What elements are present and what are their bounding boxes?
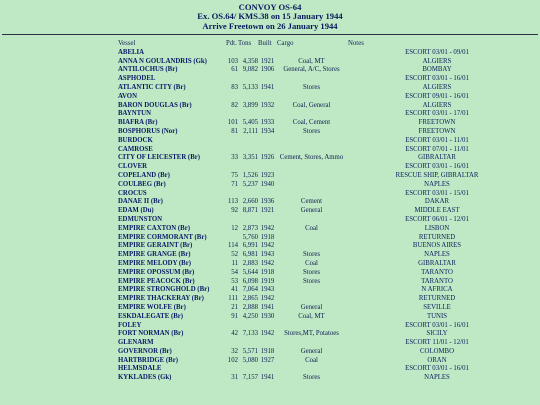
table-row <box>0 295 540 304</box>
cell-notes: ESCORT 06/01 - 12/01 <box>405 215 469 223</box>
cell-cargo: Stores <box>303 127 320 135</box>
cell-notes: ESCORT 03/01 - 17/01 <box>405 110 469 118</box>
cell-built: 1942 <box>260 330 275 338</box>
cell-notes: MIDDLE EAST <box>414 207 460 215</box>
cell-built <box>258 75 277 84</box>
cell-pdt: 111 <box>228 295 238 303</box>
cell-notes: ESCORT 03/01 - 11/01 <box>405 136 469 144</box>
cell-pdt <box>226 110 238 119</box>
cell-vessel: ANNA N GOULANDRIS (Gk) <box>118 57 207 65</box>
cell-notes: ORAN <box>427 356 447 364</box>
cell-vessel: EMPIRE CAXTON (Br) <box>118 224 190 232</box>
cell-built: 1933 <box>260 119 275 127</box>
cell-cargo: Coal, Cement <box>292 119 331 127</box>
cell-tons: 2,883 <box>242 259 258 267</box>
cell-notes: BOMBAY <box>422 66 452 74</box>
cell-notes: RETURNED <box>418 295 456 303</box>
table-row <box>0 110 540 119</box>
cell-notes: TARANTO <box>421 268 453 276</box>
cell-vessel: BARON DOUGLAS (Br) <box>118 101 192 109</box>
cell-built: 1941 <box>260 303 275 311</box>
cell-cargo: General <box>300 303 323 311</box>
cell-built <box>258 216 277 225</box>
cell-pdt <box>226 49 238 58</box>
cell-pdt: 75 <box>231 171 238 179</box>
cell-notes: FREETOWN <box>418 127 456 135</box>
cell-notes: TUNIS <box>426 312 447 320</box>
cell-pdt: 114 <box>228 242 238 250</box>
cell-vessel: EMPIRE GRANGE (Br) <box>118 251 191 259</box>
cell-pdt <box>226 322 238 331</box>
cell-pdt: 12 <box>231 224 238 232</box>
table-row <box>0 207 540 216</box>
cell-cargo: Stores <box>303 251 320 259</box>
cell-vessel: CAMROSE <box>118 145 153 153</box>
table-row <box>0 339 540 348</box>
cell-cargo <box>277 93 346 102</box>
cell-cargo <box>277 216 346 225</box>
table-row <box>0 146 540 155</box>
cell-notes: ESCORT 07/01 - 11/01 <box>405 145 469 153</box>
cell-built <box>258 49 277 58</box>
cell-notes: ESCORT 03/01 - 16/01 <box>405 75 469 83</box>
table-row <box>0 198 540 207</box>
cell-cargo: General <box>300 207 323 215</box>
cell-notes: SEVILLE <box>423 303 451 311</box>
cell-vessel: BIAFRA (Br) <box>118 119 158 127</box>
column-header-notes: Notes <box>348 40 364 47</box>
table-row <box>0 75 540 84</box>
cell-notes: ESCORT 09/01 - 16/01 <box>405 92 469 100</box>
cell-vessel: ASPHODEL <box>118 75 156 83</box>
cell-built: 1940 <box>260 180 275 188</box>
cell-vessel: EMPIRE THACKERAY (Br) <box>118 295 204 303</box>
cell-cargo <box>277 286 346 295</box>
table-row <box>0 242 540 251</box>
cell-vessel: BAYNTUN <box>118 110 151 118</box>
cell-tons: 6,981 <box>242 251 258 259</box>
cell-notes: ALGIERS <box>422 57 452 65</box>
cell-pdt <box>226 75 238 84</box>
cell-cargo: Cement <box>300 198 323 206</box>
cell-built: 1943 <box>260 286 275 294</box>
cell-built: 1906 <box>260 66 275 74</box>
convoy-arrival: Arrive Freetown on 26 January 1944 <box>202 20 338 31</box>
cell-built: 1942 <box>260 224 275 232</box>
cell-cargo: Stores <box>303 277 320 285</box>
cell-pdt <box>226 137 238 146</box>
cell-cargo <box>277 365 346 374</box>
cell-pdt <box>226 339 238 348</box>
cell-pdt: 102 <box>227 356 238 364</box>
cell-pdt: 33 <box>231 154 238 162</box>
cell-tons <box>238 75 258 84</box>
table-row <box>0 313 540 322</box>
cell-cargo <box>277 322 346 331</box>
cell-notes: RETURNED <box>418 233 456 241</box>
convoy-departure: Ex. OS.64/ KMS.38 on 15 January 1944 <box>197 11 343 22</box>
cell-pdt: 53 <box>231 277 238 285</box>
cell-pdt <box>226 216 238 225</box>
cell-pdt: 42 <box>231 330 238 338</box>
convoy-table <box>0 40 540 383</box>
table-row <box>0 128 540 137</box>
cell-built <box>258 93 277 102</box>
cell-notes: GIBRALTAR <box>418 259 456 267</box>
cell-tons: 4,250 <box>242 312 258 320</box>
cell-tons <box>238 93 258 102</box>
cell-vessel: EMPIRE WOLFE (Br) <box>118 303 186 311</box>
cell-built: 1942 <box>260 295 275 303</box>
cell-tons: 5,571 <box>242 347 258 355</box>
cell-cargo: Stores,MT, Potatoes <box>284 330 339 338</box>
column-header-vessel: Vessel <box>118 40 136 47</box>
cell-built: 1943 <box>260 251 275 259</box>
cell-pdt: 81 <box>231 127 238 135</box>
cell-notes: RESCUE SHIP, GIBRALTAR <box>395 171 479 179</box>
cell-cargo <box>277 234 346 243</box>
cell-vessel: GOVERNOR (Br) <box>118 347 172 355</box>
cell-pdt: 103 <box>227 57 238 65</box>
cell-vessel: HARTBRIDGE (Br) <box>118 356 178 364</box>
cell-notes: COLOMBO <box>420 347 454 355</box>
cell-vessel: COULBEG (Br) <box>118 180 166 188</box>
cell-pdt <box>226 190 238 199</box>
cell-cargo: Coal <box>305 224 318 232</box>
cell-pdt: 113 <box>228 198 238 206</box>
table-row <box>0 163 540 172</box>
cell-vessel: EDMUNSTON <box>118 215 163 223</box>
cell-notes: NAPLES <box>424 374 450 382</box>
cell-pdt: 83 <box>231 83 238 91</box>
cell-notes: ESCORT 03/01 - 16/01 <box>405 163 469 171</box>
table-row <box>0 181 540 190</box>
table-row <box>0 137 540 146</box>
cell-notes: ALGIERS <box>422 83 452 91</box>
cell-notes: LISBON <box>424 224 450 232</box>
cell-cargo: General, A/C, Stores <box>283 66 340 74</box>
table-row <box>0 330 540 339</box>
cell-built: 1942 <box>260 242 275 250</box>
cell-notes: ESCORT 03/01 - 09/01 <box>405 48 469 56</box>
column-header-tons: Tons <box>238 40 252 47</box>
cell-tons: 7,064 <box>242 286 258 294</box>
cell-tons: 2,111 <box>243 127 258 135</box>
cell-vessel: EMPIRE CORMORANT (Br) <box>118 233 207 241</box>
cell-pdt: 54 <box>231 268 238 276</box>
table-row <box>0 102 540 111</box>
cell-tons: 5,644 <box>242 268 258 276</box>
cell-tons: 4,358 <box>242 57 258 65</box>
table-row <box>0 154 540 163</box>
cell-built <box>258 110 277 119</box>
column-header-built: Built <box>258 40 272 47</box>
table-row <box>0 58 540 67</box>
table-row <box>0 357 540 366</box>
cell-built <box>258 190 277 199</box>
cell-tons <box>238 163 258 172</box>
cell-built: 1918 <box>260 347 275 355</box>
cell-cargo <box>277 163 346 172</box>
cell-cargo <box>277 190 346 199</box>
cell-vessel: FORT NORMAN (Br) <box>118 330 184 338</box>
cell-tons <box>238 339 258 348</box>
table-row <box>0 234 540 243</box>
cell-built <box>258 146 277 155</box>
cell-built: 1923 <box>260 171 275 179</box>
cell-tons: 5,237 <box>242 180 258 188</box>
table-row <box>0 304 540 313</box>
cell-vessel: EMPIRE OPOSSUM (Br) <box>118 268 195 276</box>
cell-vessel: ESKDALEGATE (Br) <box>118 312 184 320</box>
cell-pdt: 91 <box>231 312 238 320</box>
cell-vessel: BURDOCK <box>118 136 153 144</box>
cell-vessel: EMPIRE PEACOCK (Br) <box>118 277 195 285</box>
cell-cargo: Coal, MT <box>298 312 325 320</box>
cell-cargo: Coal, General <box>292 101 331 109</box>
cell-tons: 2,888 <box>242 303 258 311</box>
cell-tons: 3,351 <box>242 154 258 162</box>
cell-vessel: AVON <box>118 92 137 100</box>
cell-cargo: Coal, MT <box>298 57 325 65</box>
cell-vessel: BOSPHORUS (Nor) <box>118 127 178 135</box>
cell-tons: 3,899 <box>242 101 258 109</box>
cell-cargo <box>277 146 346 155</box>
cell-vessel: GLENARM <box>118 339 154 347</box>
table-row <box>0 93 540 102</box>
cell-vessel: EMPIRE STRONGHOLD (Br) <box>118 286 210 294</box>
cell-tons: 1,526 <box>242 171 258 179</box>
cell-pdt <box>226 234 238 243</box>
cell-cargo <box>277 242 346 251</box>
cell-vessel: CROCUS <box>118 189 147 197</box>
cell-vessel: ANTILOCHUS (Br) <box>118 66 178 74</box>
table-row <box>0 374 540 383</box>
cell-tons: 6,991 <box>242 242 258 250</box>
cell-pdt: 41 <box>231 286 238 294</box>
cell-notes: TARANTO <box>421 277 453 285</box>
table-row <box>0 260 540 269</box>
cell-vessel: HELMSDALE <box>118 365 162 373</box>
cell-built: 1921 <box>260 57 275 65</box>
cell-pdt: 92 <box>231 207 238 215</box>
table-row <box>0 49 540 58</box>
table-row <box>0 172 540 181</box>
cell-cargo: Coal <box>305 356 318 364</box>
cell-built: 1921 <box>260 207 275 215</box>
cell-cargo: Stores <box>303 374 320 382</box>
cell-built: 1942 <box>260 259 275 267</box>
cell-cargo <box>277 339 346 348</box>
cell-cargo: Coal <box>305 259 318 267</box>
cell-tons <box>238 190 258 199</box>
cell-notes: DAKAR <box>424 198 450 206</box>
cell-tons: 2,660 <box>242 198 258 206</box>
cell-built <box>258 339 277 348</box>
cell-tons: 9,082 <box>242 66 258 74</box>
cell-tons: 7,157 <box>242 374 258 382</box>
cell-built: 1932 <box>260 101 275 109</box>
convoy-header <box>0 0 540 31</box>
table-row <box>0 278 540 287</box>
cell-tons <box>238 146 258 155</box>
cell-vessel: COPELAND (Br) <box>118 171 170 179</box>
cell-tons <box>238 322 258 331</box>
convoy-title: CONVOY OS-64 <box>238 2 302 12</box>
cell-notes: BUENOS AIRES <box>412 242 462 250</box>
cell-cargo <box>277 172 346 181</box>
cell-tons: 8,871 <box>242 207 258 215</box>
cell-tons: 5,133 <box>242 83 258 91</box>
cell-notes: NAPLES <box>424 180 450 188</box>
cell-tons: 5,760 <box>242 233 258 241</box>
cell-pdt: 52 <box>231 251 238 259</box>
cell-cargo: Stores <box>303 268 320 276</box>
cell-vessel: EDAM (Du) <box>118 207 154 215</box>
cell-tons <box>238 216 258 225</box>
cell-tons <box>238 365 258 374</box>
cell-cargo <box>277 295 346 304</box>
cell-built: 1926 <box>260 154 275 162</box>
cell-tons: 6,098 <box>242 277 258 285</box>
cell-vessel: DANAE II (Br) <box>118 198 163 206</box>
table-row <box>0 286 540 295</box>
cell-pdt: 61 <box>231 66 238 74</box>
cell-built: 1936 <box>260 198 275 206</box>
cell-built: 1941 <box>260 83 275 91</box>
cell-cargo: Cement, Stores, Ammo <box>279 154 344 162</box>
column-header-cargo: Cargo <box>277 40 294 47</box>
cell-cargo <box>277 110 346 119</box>
cell-cargo <box>277 181 346 190</box>
table-row <box>0 322 540 331</box>
cell-vessel: CLOVER <box>118 163 148 171</box>
cell-vessel: EMPIRE MELODY (Br) <box>118 259 191 267</box>
cell-pdt: 11 <box>231 259 238 267</box>
table-row <box>0 365 540 374</box>
cell-notes: SICILY <box>426 330 448 338</box>
cell-cargo <box>277 137 346 146</box>
cell-pdt: 101 <box>227 119 238 127</box>
cell-built <box>258 322 277 331</box>
cell-pdt <box>226 146 238 155</box>
cell-vessel: ABELIA <box>118 48 145 56</box>
cell-notes: ESCORT 11/01 - 12/01 <box>405 339 469 347</box>
cell-vessel: KYKLADES (Gk) <box>118 374 172 382</box>
table-row <box>0 84 540 93</box>
cell-tons: 5,080 <box>242 356 258 364</box>
cell-cargo <box>277 49 346 58</box>
cell-tons: 2,865 <box>242 295 258 303</box>
cell-pdt <box>226 163 238 172</box>
cell-vessel: EMPIRE GERAINT (Br) <box>118 242 193 250</box>
cell-pdt: 82 <box>231 101 238 109</box>
table-row <box>0 119 540 128</box>
cell-tons: 5,405 <box>242 119 258 127</box>
cell-built <box>258 163 277 172</box>
table-row <box>0 66 540 75</box>
cell-built: 1919 <box>260 277 275 285</box>
cell-tons: 7,133 <box>242 330 258 338</box>
cell-tons: 2,873 <box>242 224 258 232</box>
table-row <box>0 216 540 225</box>
table-row <box>0 225 540 234</box>
column-header-pdt: Pdt. <box>226 40 237 47</box>
cell-built: 1918 <box>260 233 275 241</box>
table-row <box>0 251 540 260</box>
cell-notes: GIBRALTAR <box>418 154 456 162</box>
cell-notes: ESCORT 03/01 - 16/01 <box>405 365 469 373</box>
table-body <box>0 49 540 383</box>
cell-pdt <box>226 93 238 102</box>
cell-notes: FREETOWN <box>418 119 456 127</box>
cell-built: 1918 <box>260 268 275 276</box>
cell-pdt: 31 <box>231 374 238 382</box>
cell-built <box>258 365 277 374</box>
cell-cargo: General <box>300 347 323 355</box>
cell-notes: ESCORT 03/01 - 16/01 <box>405 321 469 329</box>
cell-pdt: 71 <box>231 180 238 188</box>
cell-vessel: FOLEY <box>118 321 142 329</box>
cell-built: 1934 <box>260 127 275 135</box>
table-row <box>0 269 540 278</box>
cell-notes: NAPLES <box>424 251 450 259</box>
cell-cargo: Stores <box>303 83 320 91</box>
cell-notes: N AFRICA <box>421 286 453 294</box>
cell-built: 1930 <box>260 312 275 320</box>
table-header-row <box>0 40 540 49</box>
cell-vessel: CITY OF LEICESTER (Br) <box>118 154 201 162</box>
header-divider <box>2 34 538 35</box>
cell-notes: ESCORT 03/01 - 15/01 <box>405 189 469 197</box>
cell-built: 1927 <box>260 356 275 364</box>
table-row <box>0 190 540 199</box>
cell-tons <box>238 110 258 119</box>
cell-cargo <box>277 75 346 84</box>
cell-pdt: 32 <box>231 347 238 355</box>
cell-notes: ALGIERS <box>422 101 452 109</box>
cell-vessel: ATLANTIC CITY (Br) <box>118 83 186 91</box>
table-row <box>0 348 540 357</box>
cell-tons <box>238 49 258 58</box>
cell-pdt: 21 <box>231 303 238 311</box>
cell-built: 1941 <box>260 374 275 382</box>
cell-built <box>258 137 277 146</box>
cell-tons <box>238 137 258 146</box>
cell-pdt <box>226 365 238 374</box>
